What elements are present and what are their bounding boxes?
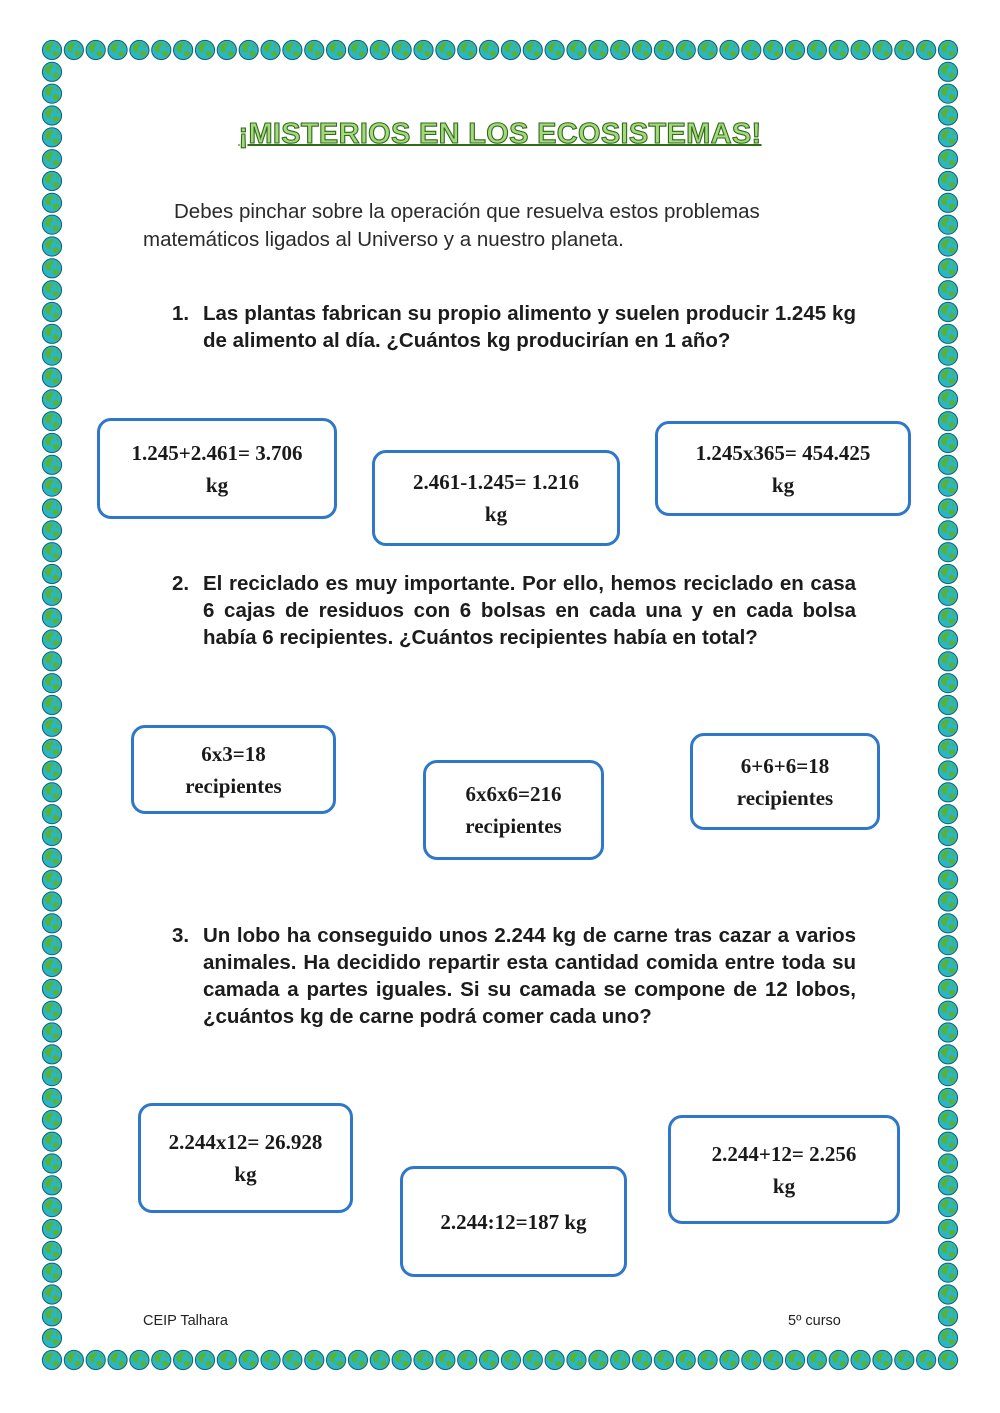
globe-icon (938, 936, 957, 955)
globe-icon (829, 1350, 848, 1369)
globe-icon (42, 62, 61, 81)
globe-icon (42, 848, 61, 867)
globe-icon (938, 1067, 957, 1086)
globe-icon (938, 433, 957, 452)
globe-icon (42, 1263, 61, 1282)
globe-icon (938, 717, 957, 736)
globe-icon (370, 40, 389, 59)
globe-icon (938, 1132, 957, 1151)
globe-icon (545, 40, 564, 59)
globe-icon (42, 543, 61, 562)
answer-option-1b[interactable] (372, 450, 620, 546)
globe-icon (938, 62, 957, 81)
globe-icon (152, 1350, 171, 1369)
globe-icon (938, 1329, 957, 1348)
globe-icon (42, 1067, 61, 1086)
option-unit: kg (205, 472, 229, 497)
globe-icon (523, 40, 542, 59)
globe-icon (42, 84, 61, 103)
globe-icon (86, 40, 105, 59)
globe-icon (938, 1001, 957, 1020)
globe-icon (42, 237, 61, 256)
question-text: Las plantas fabrican su propio alimento y suelen producir 1.245 kg de alimento al día. ¿Cuántos kg producirían en 1 año? (203, 302, 856, 352)
globe-icon (42, 477, 61, 496)
globe-icon (42, 40, 61, 59)
globe-icon (545, 1350, 564, 1369)
globe-icon (938, 1219, 957, 1238)
globe-icon (632, 1350, 651, 1369)
option-unit: kg (484, 502, 508, 526)
globe-icon (807, 1350, 826, 1369)
option-value: 2.244x12= 26.928 (168, 1130, 323, 1154)
globe-icon (42, 870, 61, 889)
globe-icon (42, 783, 61, 802)
globe-icon (917, 40, 936, 59)
globe-icon (938, 761, 957, 780)
question-3 (172, 922, 856, 1030)
globe-icon (42, 259, 61, 278)
globe-icon (239, 1350, 258, 1369)
globe-icon (938, 914, 957, 933)
option-unit: kg (234, 1162, 257, 1186)
globe-icon (42, 412, 61, 431)
globe-icon (938, 1198, 957, 1217)
globe-icon (938, 412, 957, 431)
globe-icon (152, 40, 171, 59)
globe-icon (392, 1350, 411, 1369)
globe-icon (348, 1350, 367, 1369)
globe-icon (195, 1350, 214, 1369)
globe-icon (217, 1350, 236, 1369)
question-2 (172, 570, 856, 651)
globe-icon (938, 150, 957, 169)
globe-icon (938, 674, 957, 693)
globe-icon (873, 40, 892, 59)
globe-icon (938, 324, 957, 343)
globe-icon (392, 40, 411, 59)
globe-icon (938, 957, 957, 976)
globe-icon (42, 1023, 61, 1042)
globe-icon (938, 302, 957, 321)
option-value: 6+6+6=18 (740, 753, 830, 778)
intro-text: Debes pinchar sobre la operación que resuelva estos problemas matemáticos ligados al Universo y a nuestro planeta. (143, 200, 760, 251)
globe-icon (130, 1350, 149, 1369)
globe-icon (42, 761, 61, 780)
page-title: ¡MISTERIOS EN LOS ECOSISTEMAS! (238, 118, 762, 150)
globe-icon (108, 1350, 127, 1369)
globe-icon (654, 40, 673, 59)
globe-icon (938, 455, 957, 474)
globe-icon (567, 1350, 586, 1369)
globe-icon (501, 1350, 520, 1369)
option-unit: recipientes (736, 785, 834, 810)
globe-icon (42, 521, 61, 540)
globe-icon (523, 1350, 542, 1369)
globe-icon (174, 40, 193, 59)
globe-icon (938, 586, 957, 605)
globe-icon (479, 1350, 498, 1369)
globe-icon (938, 1307, 957, 1326)
globe-icon (42, 936, 61, 955)
globe-icon (42, 1154, 61, 1173)
globe-icon (938, 171, 957, 190)
globe-icon (414, 40, 433, 59)
globe-icon (261, 40, 280, 59)
globe-icon (42, 695, 61, 714)
globe-icon (42, 1329, 61, 1348)
globe-icon (851, 40, 870, 59)
globe-icon (895, 40, 914, 59)
globe-icon (458, 40, 477, 59)
globe-icon (938, 1088, 957, 1107)
globe-icon (720, 40, 739, 59)
globe-icon (86, 1350, 105, 1369)
globe-icon (807, 40, 826, 59)
globe-icon (42, 892, 61, 911)
globe-icon (938, 1176, 957, 1195)
option-unit: kg (772, 1173, 796, 1198)
globe-icon (42, 193, 61, 212)
globe-icon (873, 1350, 892, 1369)
globe-icon (938, 826, 957, 845)
globe-icon (589, 40, 608, 59)
globe-icon (458, 1350, 477, 1369)
globe-icon (42, 150, 61, 169)
option-value: 2.244+12= 2.256 (711, 1141, 857, 1166)
globe-icon (42, 914, 61, 933)
answer-option-3a[interactable] (138, 1103, 353, 1213)
globe-icon (895, 1350, 914, 1369)
globe-icon (42, 324, 61, 343)
globe-icon (42, 1001, 61, 1020)
globe-icon (305, 1350, 324, 1369)
globe-icon (195, 40, 214, 59)
globe-icon (676, 1350, 695, 1369)
globe-icon (108, 40, 127, 59)
globe-icon (938, 564, 957, 583)
answer-option-3c[interactable] (668, 1115, 900, 1224)
globe-icon (130, 40, 149, 59)
globe-icon (676, 40, 695, 59)
globe-icon (938, 979, 957, 998)
globe-icon (42, 608, 61, 627)
globe-icon (326, 1350, 345, 1369)
globe-icon (938, 805, 957, 824)
footer-school: CEIP Talhara (143, 1313, 228, 1329)
globe-icon (42, 630, 61, 649)
globe-icon (938, 1263, 957, 1282)
answer-option-2c[interactable] (690, 733, 880, 830)
globe-icon (698, 40, 717, 59)
globe-icon (436, 1350, 455, 1369)
globe-icon (42, 1285, 61, 1304)
globe-icon (42, 1132, 61, 1151)
globe-icon (436, 40, 455, 59)
globe-icon (785, 40, 804, 59)
globe-icon (829, 40, 848, 59)
globe-icon (851, 1350, 870, 1369)
globe-icon (42, 586, 61, 605)
answer-option-2a[interactable] (131, 725, 336, 814)
globe-icon (938, 739, 957, 758)
globe-icon (305, 40, 324, 59)
answer-option-1c[interactable] (655, 421, 911, 516)
question-1 (172, 300, 856, 354)
globe-icon (917, 1350, 936, 1369)
globe-icon (938, 870, 957, 889)
globe-icon (42, 1110, 61, 1129)
globe-icon (632, 40, 651, 59)
globe-icon (938, 1285, 957, 1304)
globe-icon (938, 783, 957, 802)
globe-icon (64, 1350, 83, 1369)
answer-option-1a[interactable] (97, 418, 337, 519)
globe-icon (938, 390, 957, 409)
globe-icon (414, 1350, 433, 1369)
globe-icon (42, 455, 61, 474)
question-number: 3. (172, 924, 190, 947)
option-unit: recipientes (465, 814, 562, 838)
globe-icon (479, 40, 498, 59)
globe-icon (764, 40, 783, 59)
globe-icon (938, 1023, 957, 1042)
globe-icon (283, 1350, 302, 1369)
globe-icon (42, 826, 61, 845)
globe-icon (42, 1045, 61, 1064)
globe-icon (589, 1350, 608, 1369)
globe-icon (938, 1154, 957, 1173)
question-number: 2. (172, 572, 190, 595)
globe-icon (938, 652, 957, 671)
option-unit: kg (771, 472, 795, 497)
footer-grade: 5º curso (788, 1313, 841, 1329)
globe-icon (326, 40, 345, 59)
globe-icon (42, 564, 61, 583)
globe-icon (611, 1350, 630, 1369)
globe-icon (720, 1350, 739, 1369)
globe-icon (938, 1045, 957, 1064)
globe-icon (938, 40, 957, 59)
globe-icon (64, 40, 83, 59)
globe-icon (938, 193, 957, 212)
answer-option-3b[interactable] (400, 1166, 627, 1277)
globe-icon (42, 499, 61, 518)
option-value: 1.245+2.461= 3.706 (131, 440, 303, 465)
globe-icon (42, 717, 61, 736)
globe-icon (42, 1307, 61, 1326)
globe-icon (42, 433, 61, 452)
option-value: 2.244:12=187 kg (440, 1209, 587, 1234)
globe-icon (938, 237, 957, 256)
option-unit: recipientes (185, 773, 282, 798)
globe-icon (42, 368, 61, 387)
question-text: Un lobo ha conseguido unos 2.244 kg de carne tras cazar a varios animales. Ha decidido repartir esta cantidad comida entre toda su camada a partes iguales. Si su camada se compone de 12 lobos, ¿cuántos kg de carne podrá comer cada uno? (203, 924, 856, 1028)
globe-icon (42, 1241, 61, 1260)
globe-icon (42, 1219, 61, 1238)
globe-icon (42, 215, 61, 234)
globe-icon (217, 40, 236, 59)
question-number: 1. (172, 302, 190, 325)
globe-icon (239, 40, 258, 59)
option-value: 6x6x6=216 (465, 782, 562, 806)
globe-icon (501, 40, 520, 59)
globe-icon (938, 368, 957, 387)
globe-icon (42, 739, 61, 758)
globe-icon (42, 1198, 61, 1217)
globe-icon (785, 1350, 804, 1369)
globe-icon (42, 957, 61, 976)
globe-icon (938, 521, 957, 540)
globe-icon (938, 608, 957, 627)
globe-icon (938, 259, 957, 278)
globe-icon (42, 1350, 61, 1369)
globe-icon (370, 1350, 389, 1369)
globe-icon (938, 543, 957, 562)
globe-icon (42, 281, 61, 300)
globe-icon (42, 302, 61, 321)
globe-icon (42, 390, 61, 409)
globe-icon (938, 1350, 957, 1369)
globe-icon (938, 1110, 957, 1129)
globe-icon (938, 848, 957, 867)
globe-icon (742, 40, 761, 59)
globe-icon (611, 40, 630, 59)
globe-icon (42, 979, 61, 998)
globe-icon (938, 695, 957, 714)
globe-icon (764, 1350, 783, 1369)
globe-icon (174, 1350, 193, 1369)
globe-icon (42, 652, 61, 671)
question-text: El reciclado es muy importante. Por ello, hemos reciclado en casa 6 cajas de residuos con 6 bolsas en cada una y en cada bolsa había 6 recipientes. ¿Cuántos recipientes había en total? (203, 572, 856, 649)
globe-icon (283, 40, 302, 59)
globe-icon (742, 1350, 761, 1369)
option-value: 6x3=18 (201, 741, 266, 766)
globe-icon (567, 40, 586, 59)
globe-icon (654, 1350, 673, 1369)
globe-icon (938, 892, 957, 911)
globe-icon (42, 1088, 61, 1107)
globe-icon (42, 674, 61, 693)
option-value: 2.461-1.245= 1.216 (413, 470, 579, 494)
globe-icon (938, 215, 957, 234)
globe-icon (938, 477, 957, 496)
globe-icon (348, 40, 367, 59)
globe-icon (42, 346, 61, 365)
globe-icon (42, 171, 61, 190)
option-value: 1.245x365= 454.425 (695, 440, 871, 465)
globe-icon (938, 1241, 957, 1260)
globe-icon (938, 499, 957, 518)
globe-icon (261, 1350, 280, 1369)
globe-icon (938, 346, 957, 365)
globe-icon (42, 805, 61, 824)
globe-icon (938, 630, 957, 649)
answer-option-2b[interactable] (423, 760, 604, 860)
globe-icon (938, 281, 957, 300)
globe-icon (698, 1350, 717, 1369)
globe-icon (42, 1176, 61, 1195)
globe-icon (938, 84, 957, 103)
